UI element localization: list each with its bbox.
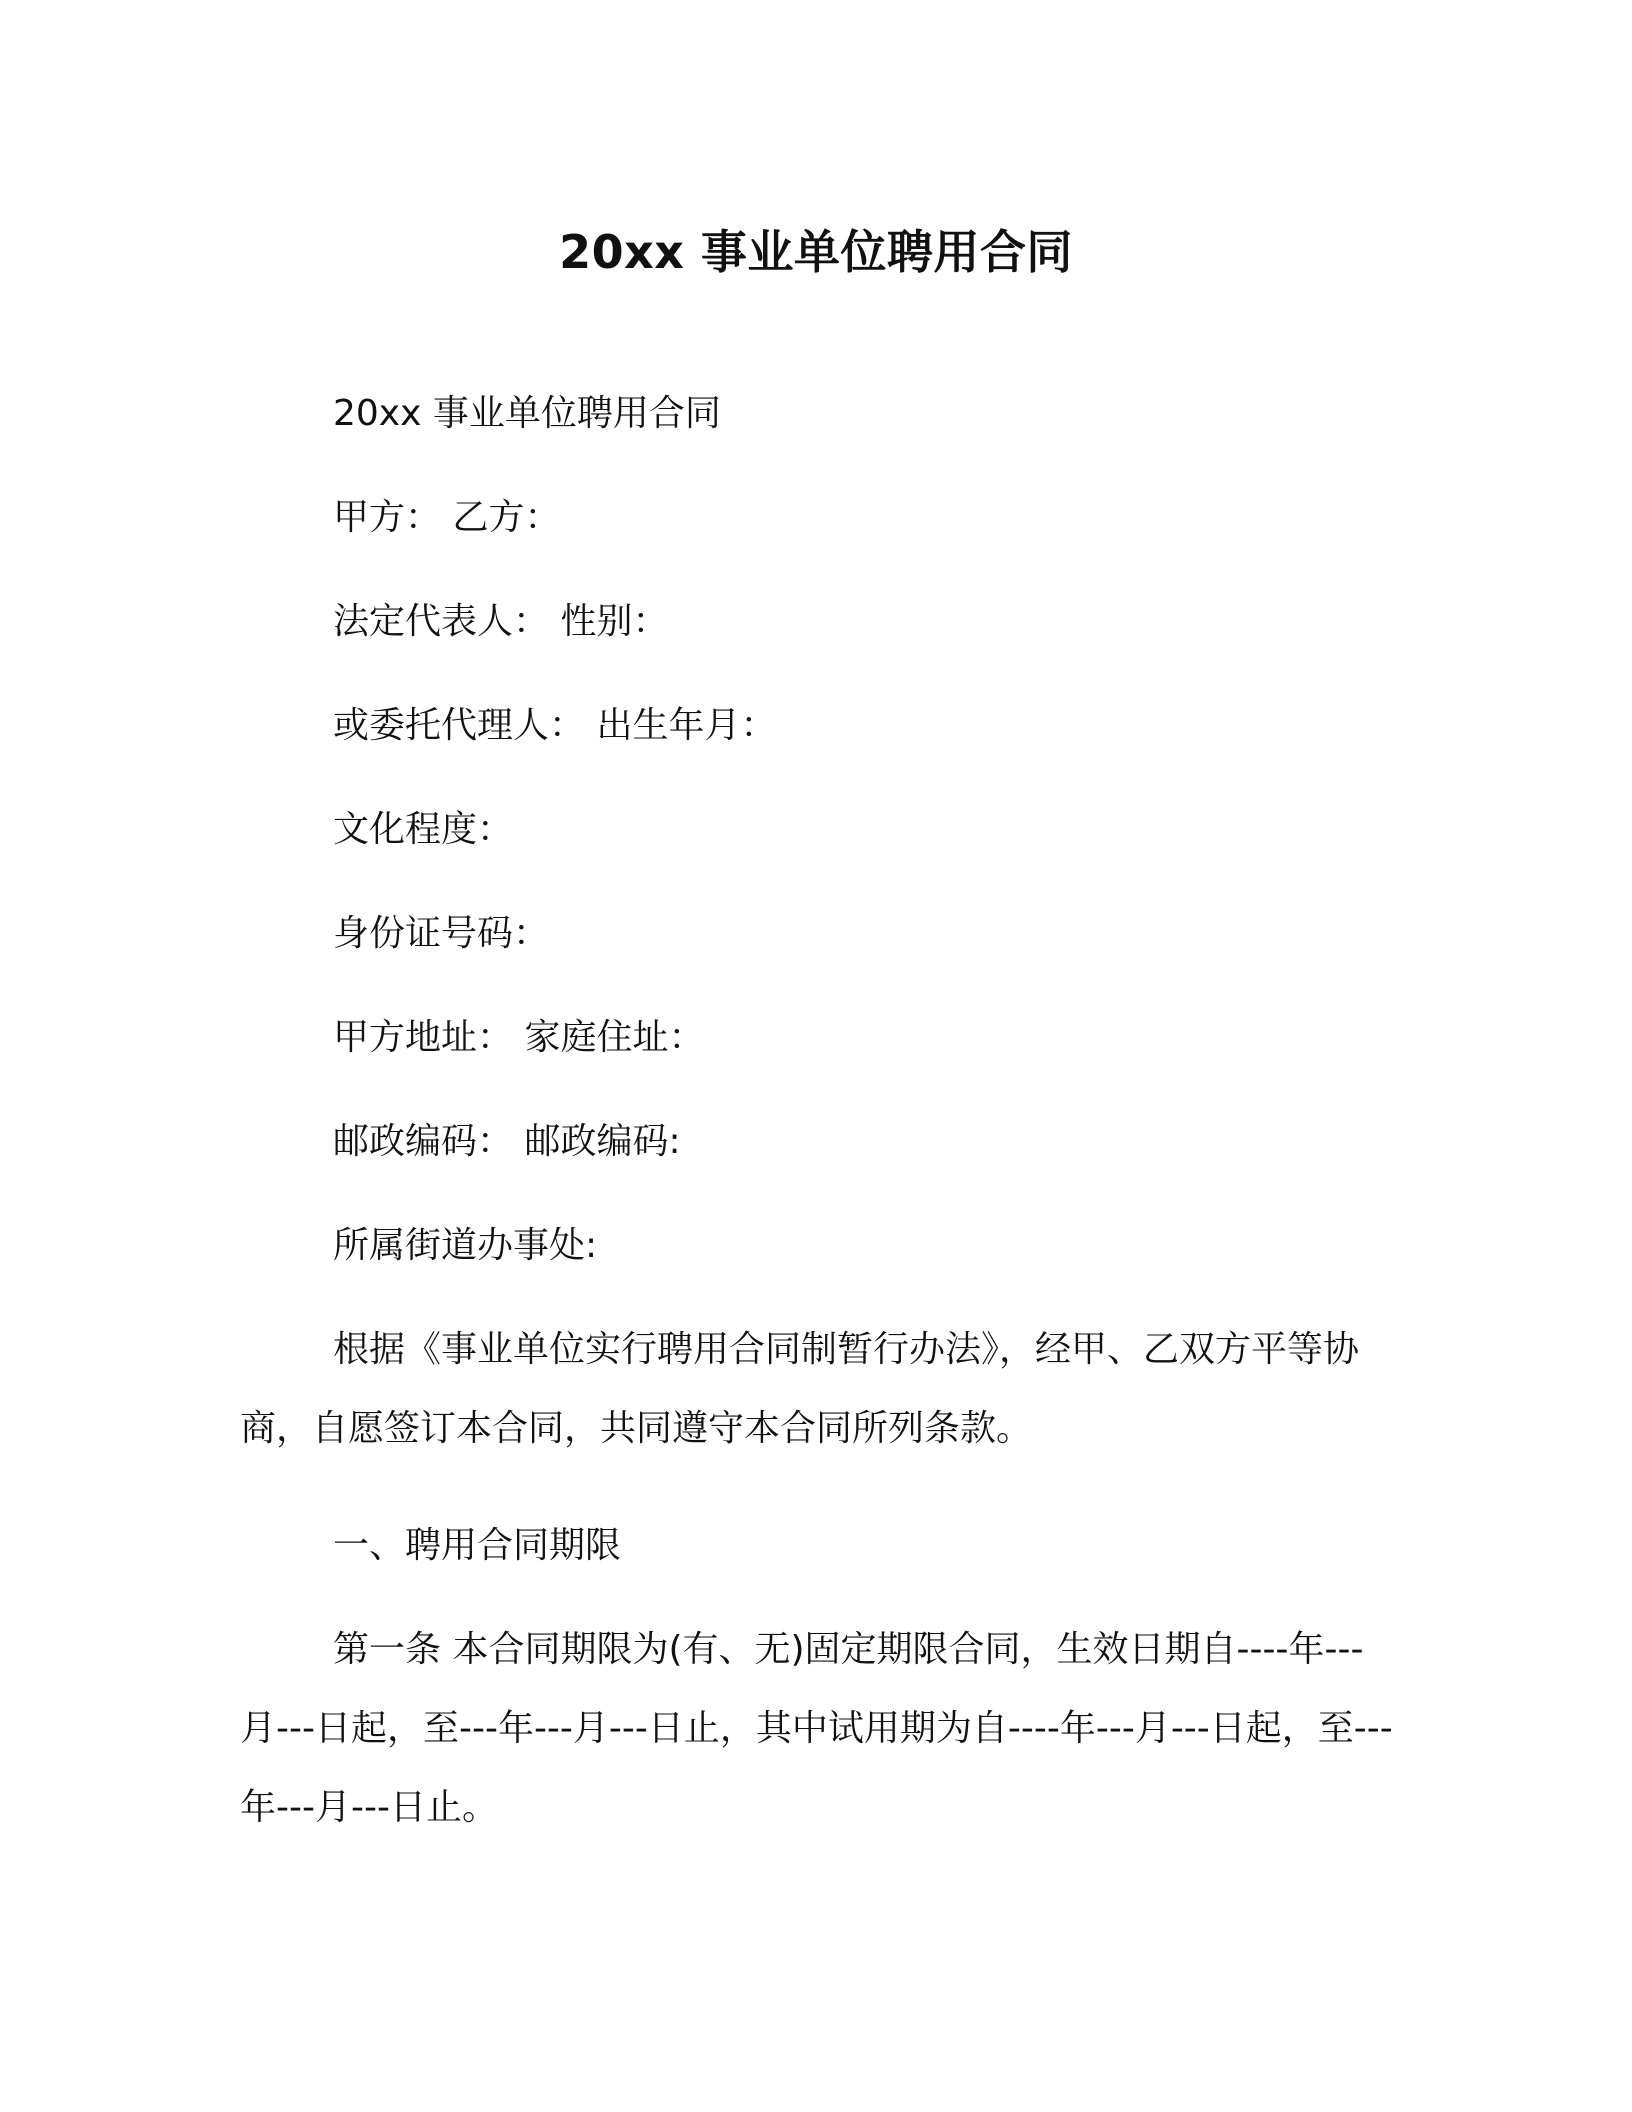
representative-line: 法定代表人： 性别： [333, 601, 669, 642]
postal-code-line: 邮政编码： 邮政编码: [333, 1121, 681, 1162]
section-heading: 一、聘用合同期限 [333, 1525, 622, 1566]
article-1-paragraph: 第一条 本合同期限为(有、无)固定期限合同，生效日期自----年---月---日起，至---年---月---日止，其中试用期为自----年---月---日起，至---年---月---日止。 [240, 1629, 1393, 1828]
education-line: 文化程度： [333, 809, 514, 850]
party-line: 甲方： 乙方： [333, 497, 561, 538]
document-title: 20xx 事业单位聘用合同 [559, 225, 1073, 279]
intro-paragraph: 根据《事业单位实行聘用合同制暂行办法》，经甲、乙双方平等协商，自愿签订本合同，共同遵守本合同所列条款。 [240, 1329, 1360, 1449]
document-body [240, 388, 1400, 1899]
subtitle-line: 20xx 事业单位聘用合同 [333, 393, 721, 434]
agent-line: 或委托代理人： 出生年月： [333, 705, 777, 746]
id-number-line: 身份证号码： [333, 913, 550, 954]
address-line: 甲方地址： 家庭住址： [333, 1017, 705, 1058]
street-office-line: 所属街道办事处: [333, 1225, 598, 1266]
